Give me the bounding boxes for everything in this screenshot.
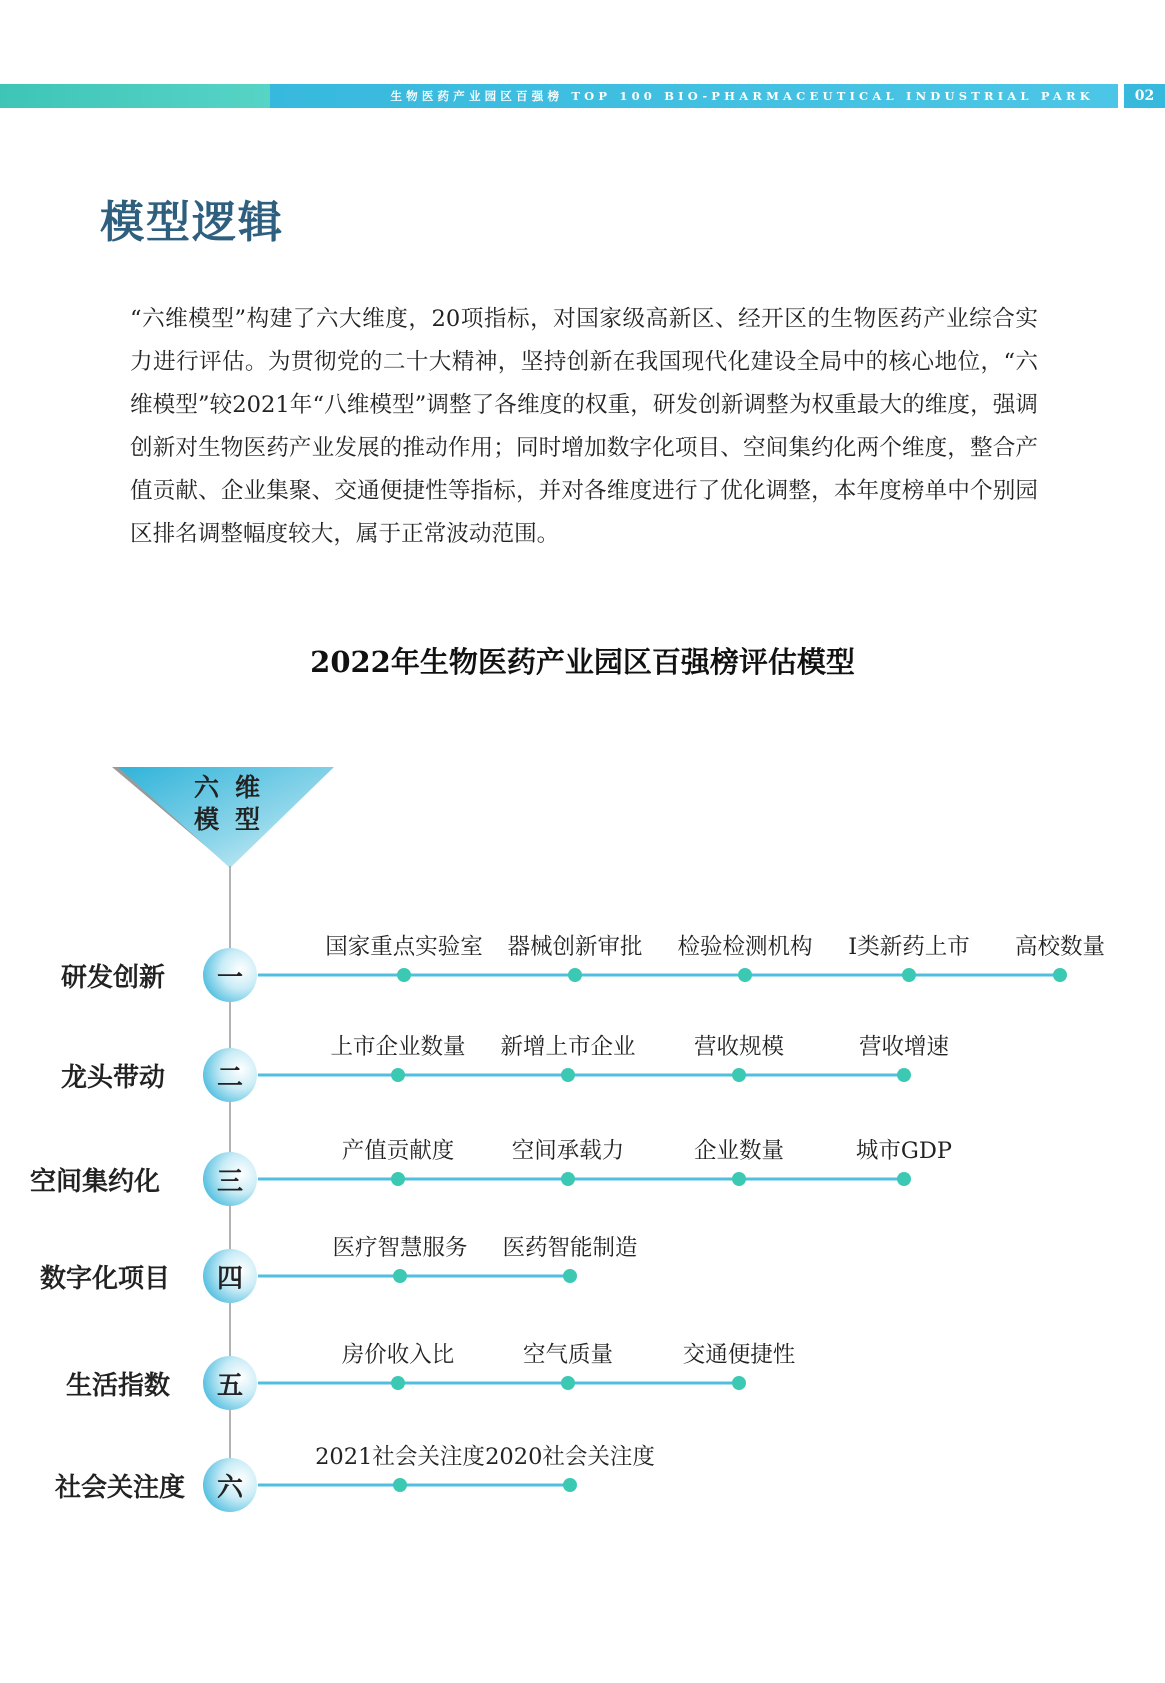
indicator-label: 交通便捷性 [682, 1342, 796, 1368]
indicator-dot [561, 1172, 575, 1186]
indicator-dot [391, 1376, 405, 1390]
dimension-numeral: 一 [216, 963, 243, 993]
indicator-label: 检验检测机构 [677, 934, 813, 960]
indicator-dot [568, 968, 582, 982]
indicator-label: 产值贡献度 [341, 1138, 455, 1164]
indicator-label: 空间承载力 [511, 1138, 625, 1164]
indicator-dot [732, 1172, 746, 1186]
header-band-text: 生物医药产业园区百强榜 TOP 100 BIO-PHARMACEUTICAL INDUSTRIAL PARK [390, 89, 1094, 103]
indicator-label: 医药智能制造 [502, 1235, 638, 1261]
indicator-dot [902, 968, 916, 982]
indicator-dot [561, 1068, 575, 1082]
indicator-label: 医疗智慧服务 [332, 1235, 468, 1261]
page-number: 02 [1124, 84, 1165, 108]
indicator-dot [732, 1068, 746, 1082]
dimension-numeral: 五 [216, 1371, 243, 1401]
indicator-label: 城市GDP [855, 1138, 953, 1164]
indicator-dot [1053, 968, 1067, 982]
dimension-name: 空间集约化 [29, 1167, 160, 1197]
indicator-label: 空气质量 [522, 1342, 614, 1368]
dimension-numeral: 四 [216, 1264, 243, 1294]
indicator-dot [391, 1068, 405, 1082]
indicator-label: 新增上市企业 [500, 1034, 636, 1060]
indicator-label: 高校数量 [1014, 934, 1106, 960]
chart-title: 2022年生物医药产业园区百强榜评估模型 [310, 645, 855, 679]
model-header-text [194, 772, 284, 836]
indicator-dot [563, 1269, 577, 1283]
indicator-dot [738, 968, 752, 982]
indicator-label: 营收增速 [858, 1034, 950, 1060]
indicator-label: 器械创新审批 [507, 934, 643, 960]
dimension-name: 数字化项目 [39, 1264, 170, 1294]
dimension-name: 研发创新 [60, 963, 165, 993]
indicator-label: 国家重点实验室 [325, 934, 483, 960]
dimension-name: 生活指数 [65, 1371, 170, 1401]
indicator-dot [397, 968, 411, 982]
section-title: 模型逻辑 [100, 197, 284, 248]
indicator-dot [563, 1478, 577, 1492]
model-header-line2: 模型 [194, 805, 277, 834]
model-header-line1: 六维 [194, 773, 277, 802]
indicator-dot [561, 1376, 575, 1390]
indicator-dot [393, 1478, 407, 1492]
dimension-numeral: 二 [216, 1063, 243, 1093]
indicator-dot [897, 1068, 911, 1082]
indicator-label: 营收规模 [693, 1034, 785, 1060]
indicator-label: 2020社会关注度 [485, 1444, 655, 1470]
indicator-label: I类新药上市 [848, 934, 970, 960]
indicator-label: 企业数量 [693, 1138, 785, 1164]
dimension-name: 社会关注度 [54, 1473, 185, 1503]
indicator-label: 房价收入比 [341, 1342, 455, 1368]
indicator-label: 上市企业数量 [330, 1034, 466, 1060]
indicator-label: 2021社会关注度 [315, 1444, 485, 1470]
dimension-numeral: 三 [216, 1167, 243, 1197]
indicator-dot [732, 1376, 746, 1390]
dimension-numeral: 六 [216, 1473, 243, 1503]
dimension-name: 龙头带动 [60, 1063, 165, 1093]
indicator-dot [393, 1269, 407, 1283]
intro-paragraph: “六维模型”构建了六大维度，20项指标，对国家级高新区、经开区的生物医药产业综合实力进行评估。为贯彻党的二十大精神，坚持创新在我国现代化建设全局中的核心地位，“六维模型”较2021年“八维模型”调整了各维度的权重，研发创新调整为权重最大的维度，强调创新对生物医药产业发展的推动作用；同时增加数字化项目、空间集约化两个维度，整合产值贡献、企业集聚、交通便捷性等指标，并对各维度进行了优化调整，本年度榜单中个别园区排名调整幅度较大，属于正常波动范围。 [130, 306, 1038, 547]
indicator-dot [391, 1172, 405, 1186]
indicator-dot [897, 1172, 911, 1186]
